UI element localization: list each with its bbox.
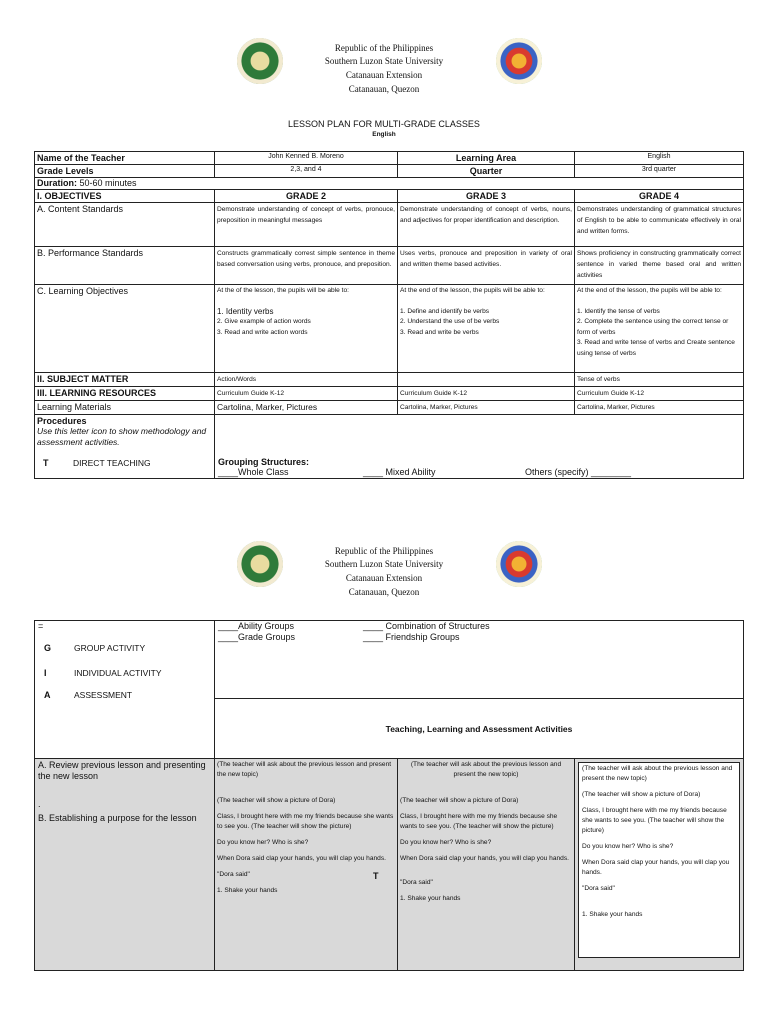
procedures-label: Procedures: [37, 416, 87, 426]
objective-line: At the of the lesson, the pupils will be able to:: [217, 287, 349, 294]
document-title: LESSON PLAN FOR MULTI-GRADE CLASSES: [288, 119, 480, 129]
header-line: Catanauan Extension: [345, 573, 423, 583]
code-assessment: [44, 683, 132, 702]
duration-label: Duration:: [37, 178, 77, 188]
review-label: A. Review previous lesson and presenting the new lesson: [38, 760, 206, 781]
activity-line: "Dora said": [217, 871, 250, 878]
grouping-cell: [215, 621, 744, 699]
learning-objectives-label: C. Learning Objectives: [35, 285, 215, 373]
learning-area-value: English: [575, 152, 744, 165]
subject-matter-cell: Action/Words: [215, 373, 398, 387]
grade3-activity-cell: [398, 759, 575, 971]
purpose-label: B. Establishing a purpose for the lesson: [38, 813, 197, 823]
performance-standards-label: B. Performance Standards: [35, 247, 215, 285]
code-individual-activity: [44, 661, 162, 680]
content-standard-cell: Demonstrate understanding of concept of verbs, pronouce, preposition in meaningful messages: [215, 203, 398, 247]
grouping-ability-groups: ____Ability Groups: [218, 621, 295, 631]
grade2-activity-cell: [215, 759, 398, 971]
grouping-combination: ____ Combination of Structures: [363, 621, 490, 631]
grade4-activity-cell: [575, 759, 744, 971]
activity-line: (The teacher will ask about the previous lesson and present the new topic): [217, 761, 392, 778]
activity-labels-cell: [35, 759, 215, 971]
objective-line: 2. Complete the sentence using the correct tense or form of verbs: [577, 318, 729, 336]
grouping-grade-groups: ____Grade Groups: [218, 632, 296, 642]
grouping-mixed-ability: ____ Mixed Ability: [363, 467, 436, 477]
activity-line: When Dora said clap your hands, you will clap you hands.: [400, 855, 569, 862]
grouping-cell: [215, 415, 744, 479]
lesson-plan-table: [34, 151, 744, 479]
header-line: Republic of the Philippines: [334, 43, 434, 53]
learning-objectives-cell: [215, 285, 398, 373]
objective-line: 1. Identify the tense of verbs: [577, 307, 660, 315]
activities-table: [34, 620, 744, 971]
performance-standard-cell: Constructs grammatically correst simple sentence in theme based conversation using verbs, pronouce, and preposition.: [215, 247, 398, 285]
grade-header: GRADE 3: [398, 190, 575, 203]
objective-line: 1. Define and identify be verbs: [400, 307, 490, 315]
activity-line: Do you know her? Who is she?: [582, 843, 674, 850]
code-letter: T: [43, 458, 49, 468]
activity-line: Do you know her? Who is she?: [217, 839, 309, 846]
activity-line: (The teacher will show a picture of Dora): [217, 797, 336, 804]
code-label: ASSESSMENT: [74, 690, 133, 700]
code-letter: G: [44, 643, 52, 653]
procedures-cell: [35, 415, 215, 479]
header-line: Catanauan Extension: [345, 70, 423, 80]
code-letter: I: [44, 668, 47, 678]
materials-cell: Cartolina, Marker, Pictures: [575, 401, 744, 415]
subject-matter-cell: Tense of verbs: [575, 373, 744, 387]
activity-line: "Dora said": [400, 879, 433, 886]
objective-line: 3. Read and write tense of verbs and Create sentence using tense of verbs: [577, 339, 735, 357]
objective-line: [400, 297, 572, 307]
objective-line: 3. Read and write action words: [217, 328, 308, 336]
label-dot: .: [38, 799, 41, 809]
grade-header: GRADE 2: [215, 190, 398, 203]
code-label: DIRECT TEACHING: [73, 458, 151, 468]
objectives-heading: I. OBJECTIVES: [35, 190, 215, 203]
grade-header: GRADE 4: [575, 190, 744, 203]
activity-line: When Dora said clap your hands, you will clap you hands.: [582, 859, 730, 876]
resource-cell: Curriculum Guide K-12: [575, 387, 744, 401]
objective-line: [577, 297, 741, 307]
procedures-note: Use this letter icon to show methodology and assessment activities.: [37, 426, 207, 447]
header-line: Southern Luzon State University: [324, 56, 444, 66]
code-direct-teaching: [37, 451, 212, 470]
teacher-label: Name of the Teacher: [35, 152, 215, 165]
learning-materials-label: Learning Materials: [35, 401, 215, 415]
performance-standard-cell: Shows proficiency in constructing grammatically correct sentence in varied theme based oral and written activities: [575, 247, 744, 285]
objective-line: [217, 297, 395, 307]
header-line: Republic of the Philippines: [334, 546, 434, 556]
content-standards-label: A. Content Standards: [35, 203, 215, 247]
grade-levels-label: Grade Levels: [35, 165, 215, 178]
code-group-activity: [44, 636, 145, 655]
learning-objectives-cell: [398, 285, 575, 373]
activity-line: (The teacher will show a picture of Dora): [582, 791, 701, 798]
codes-cell: [35, 621, 215, 759]
grade-levels-value: 2,3, and 4: [215, 165, 398, 178]
content-standard-cell: Demonstrate understanding of concept of verbs, nouns, and adjectives for proper identification and description.: [398, 203, 575, 247]
duration-value: 50-60 minutes: [77, 178, 137, 188]
activity-line: Class, I brought here with me my friends because she wants to see you. (The teacher will show the picture): [400, 813, 558, 830]
subject-matter-cell: [398, 373, 575, 387]
activity-line: Do you know her? Who is she?: [400, 839, 492, 846]
teaching-marker-t: T: [373, 871, 379, 881]
teacher-value: John Kenned B. Moreno: [215, 152, 398, 165]
objective-line: At the end of the lesson, the pupils will be able to:: [577, 287, 722, 294]
header-line: Catanauan, Quezon: [348, 84, 420, 94]
code-label: GROUP ACTIVITY: [74, 643, 146, 653]
quarter-value: 3rd quarter: [575, 165, 744, 178]
subject-matter-label: II. SUBJECT MATTER: [35, 373, 215, 387]
objective-line: 3. Read and write be verbs: [400, 328, 479, 336]
resource-cell: Curriculum Guide K-12: [398, 387, 575, 401]
activity-line: Class, I brought here with me my friends because she wants to see you. (The teacher will show the picture): [217, 813, 394, 830]
performance-standard-cell: Uses verbs, pronouce and preposition in variety of oral and written theme based activities.: [398, 247, 575, 285]
materials-cell: Cartolina, Marker, Pictures: [398, 401, 575, 415]
activity-line: (The teacher will ask about the previous lesson and present the new topic): [410, 761, 562, 778]
resource-cell: Curriculum Guide K-12: [215, 387, 398, 401]
activity-line: 1. Shake your hands: [217, 887, 278, 894]
learning-resources-label: III. LEARNING RESOURCES: [35, 387, 215, 401]
grouping-others: Others (specify) ________: [525, 467, 632, 477]
activities-heading-text: Teaching, Learning and Assessment Activities: [385, 723, 573, 734]
learning-objectives-cell: [575, 285, 744, 373]
objective-line: At the end of the lesson, the pupils will be able to:: [400, 287, 545, 294]
grouping-label: Grouping Structures:: [218, 457, 310, 467]
activity-line: (The teacher will ask about the previous lesson and present the new topic): [582, 765, 733, 782]
activity-line: 1. Shake your hands: [582, 911, 643, 918]
header-line: Catanauan, Quezon: [348, 587, 420, 597]
header-line: Southern Luzon State University: [324, 559, 444, 569]
activity-line: Class, I brought here with me my friends because she wants to see you. (The teacher will show the picture): [582, 807, 727, 834]
activity-line: When Dora said clap your hands, you will clap you hands.: [217, 855, 386, 862]
code-equals: =: [38, 621, 44, 631]
code-letter: A: [44, 690, 51, 700]
document-subject: English: [372, 131, 396, 138]
materials-cell: Cartolina, Marker, Pictures: [215, 401, 398, 415]
duration-row: [35, 178, 744, 190]
activity-line: (The teacher will show a picture of Dora): [400, 797, 519, 804]
content-standard-cell: Demonstrates understanding of grammatical structures of English to be able to communicate effectively in oral and written forms.: [575, 203, 744, 247]
grouping-friendship: ____ Friendship Groups: [363, 632, 460, 642]
objective-line: 2. Give example of action words: [217, 318, 311, 325]
objective-line: 2. Understand the use of be verbs: [400, 318, 500, 325]
activity-line: 1. Shake your hands: [400, 895, 461, 902]
grade4-inner-box: [578, 762, 740, 958]
activities-heading: [215, 699, 744, 759]
activity-line: "Dora said": [582, 885, 615, 892]
code-label: INDIVIDUAL ACTIVITY: [74, 668, 162, 678]
objective-line: 1. Identity verbs: [217, 306, 274, 316]
learning-area-label: Learning Area: [398, 152, 575, 165]
quarter-label: Quarter: [398, 165, 575, 178]
grouping-whole-class: ____Whole Class: [218, 467, 289, 477]
